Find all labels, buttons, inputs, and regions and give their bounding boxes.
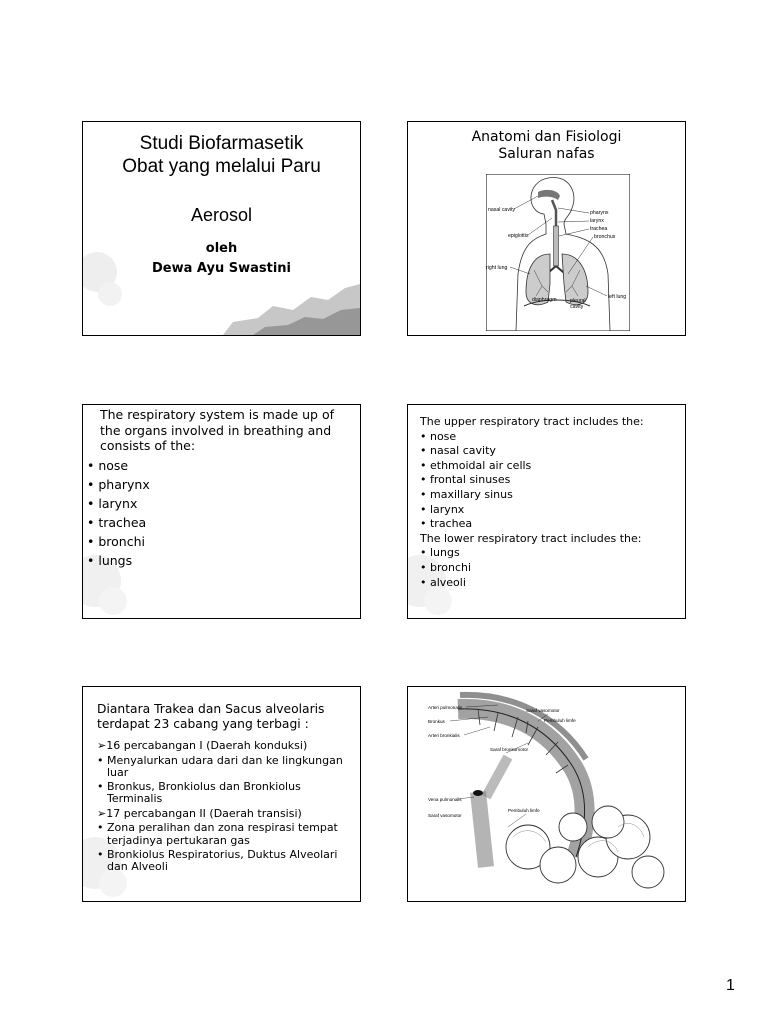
- subtitle: Aerosol: [190, 205, 253, 225]
- intro-line-2: terdapat 23 cabang yang terbagi :: [97, 716, 309, 731]
- upper-list: [420, 430, 644, 532]
- label-pleural: pleural: [570, 298, 586, 304]
- list-item: ➢17 percabangan II (Daerah transisi): [97, 806, 302, 820]
- label-arteri-bronkialis: Arteri bronkialis: [428, 733, 460, 738]
- label-left-lung: left lung: [608, 294, 627, 300]
- list-item: • alveoli: [420, 575, 466, 589]
- title-line-1: Studi Biofarmasetik: [139, 133, 304, 154]
- list-item: • bronchi: [87, 534, 145, 549]
- branching-list: [97, 740, 359, 876]
- label-epiglottis: epiglottis: [508, 233, 529, 239]
- label-larynx: larynx: [590, 218, 604, 224]
- slide-anatomy: [407, 121, 686, 336]
- slide-title: [82, 121, 361, 336]
- list-item: • trachea: [87, 515, 147, 530]
- label-right-lung: right lung: [486, 265, 508, 271]
- lower-list: [420, 546, 644, 590]
- intro-line-1: The respiratory system is made up of: [100, 407, 334, 422]
- slide-title-text: [83, 132, 360, 178]
- slide-branching: [82, 686, 361, 902]
- list-item: • ethmoidal air cells: [420, 458, 532, 472]
- tract-text: [420, 415, 644, 590]
- list-item: • trachea: [420, 517, 473, 531]
- label-pharynx: pharynx: [590, 210, 609, 216]
- list-item: • Bronkiolus Respiratorius, Duktus Alveolari dan Alveoli: [97, 848, 338, 874]
- label-nasal-cavity: nasal cavity: [488, 207, 516, 213]
- label-pembuluh-limfe: Pembuluh limfe: [544, 718, 576, 723]
- list-item: • Zona peralihan dan zona respirasi tempat terjadinya pertukaran gas: [97, 821, 338, 847]
- list-item: • maxillary sinus: [420, 487, 513, 501]
- lower-heading: The lower respiratory tract includes the:: [420, 531, 642, 545]
- by-label: oleh: [205, 241, 238, 256]
- slide-respiratory-tract: [407, 404, 686, 619]
- list-item: • nose: [420, 429, 457, 443]
- organ-list: [87, 456, 150, 570]
- title-line-1: Anatomi dan Fisiologi: [471, 129, 622, 145]
- list-item: • larynx: [87, 496, 138, 511]
- intro-line-2: the organs involved in breathing and: [100, 422, 332, 438]
- label-saraf-vasomotor: Saraf vasomotor: [526, 708, 560, 713]
- label-trachea: trachea: [590, 226, 608, 232]
- author-block: [83, 239, 360, 279]
- intro-line-1: Diantara Trakea dan Sacus alveolaris: [97, 702, 325, 716]
- list-item: • Bronkus, Bronkiolus dan Bronkiolus Terminalis: [97, 780, 301, 806]
- label-bronkus: Bronkus: [428, 719, 445, 724]
- list-item: • bronchi: [420, 560, 472, 574]
- label-bronchus: bronchus: [594, 234, 616, 240]
- author-name: Dewa Ayu Swastini: [151, 261, 292, 276]
- list-item: • nasal cavity: [420, 444, 496, 458]
- label-arteri-pulmonalis: Arteri pulmonalis: [428, 705, 463, 710]
- list-item: • lungs: [420, 546, 460, 560]
- label-cavity: cavity: [570, 304, 584, 310]
- label-saraf-bronkomotor: Saraf bronkomotor: [490, 747, 529, 752]
- page-number: 1: [726, 977, 735, 994]
- label-pembuluh-limfe-2: Pembuluh limfe: [508, 808, 540, 813]
- label-diaphragm: diaphragm: [532, 297, 557, 303]
- respiratory-anatomy-figure: [486, 174, 630, 331]
- list-item: • frontal sinuses: [420, 473, 511, 487]
- label-vena-pulmonalis: Vena pulmonalis: [428, 797, 462, 802]
- bronchiole-alveoli-figure: [408, 687, 685, 901]
- slide-title-text: [408, 129, 685, 163]
- title-line-2: Saluran nafas: [498, 146, 595, 162]
- upper-heading: The upper respiratory tract includes the:: [420, 415, 644, 428]
- intro-line-3: consists of the:: [100, 438, 196, 453]
- intro-text: [100, 407, 358, 454]
- list-item: • Menyalurkan udara dari dan ke lingkungan luar: [97, 753, 343, 779]
- list-item: • lungs: [87, 553, 133, 568]
- intro-text: [97, 702, 357, 731]
- label-saraf-vasomotor-2: Saraf vasomotor: [428, 813, 462, 818]
- title-line-2: Obat yang melalui Paru: [122, 156, 321, 177]
- list-item: • larynx: [420, 502, 465, 516]
- slide-respiratory-system: [82, 404, 361, 619]
- list-item: ➢16 percabangan I (Daerah konduksi): [97, 739, 308, 752]
- list-item: • pharynx: [87, 477, 150, 492]
- slide-bronchial-figure: [407, 686, 686, 902]
- list-item: • nose: [87, 458, 129, 473]
